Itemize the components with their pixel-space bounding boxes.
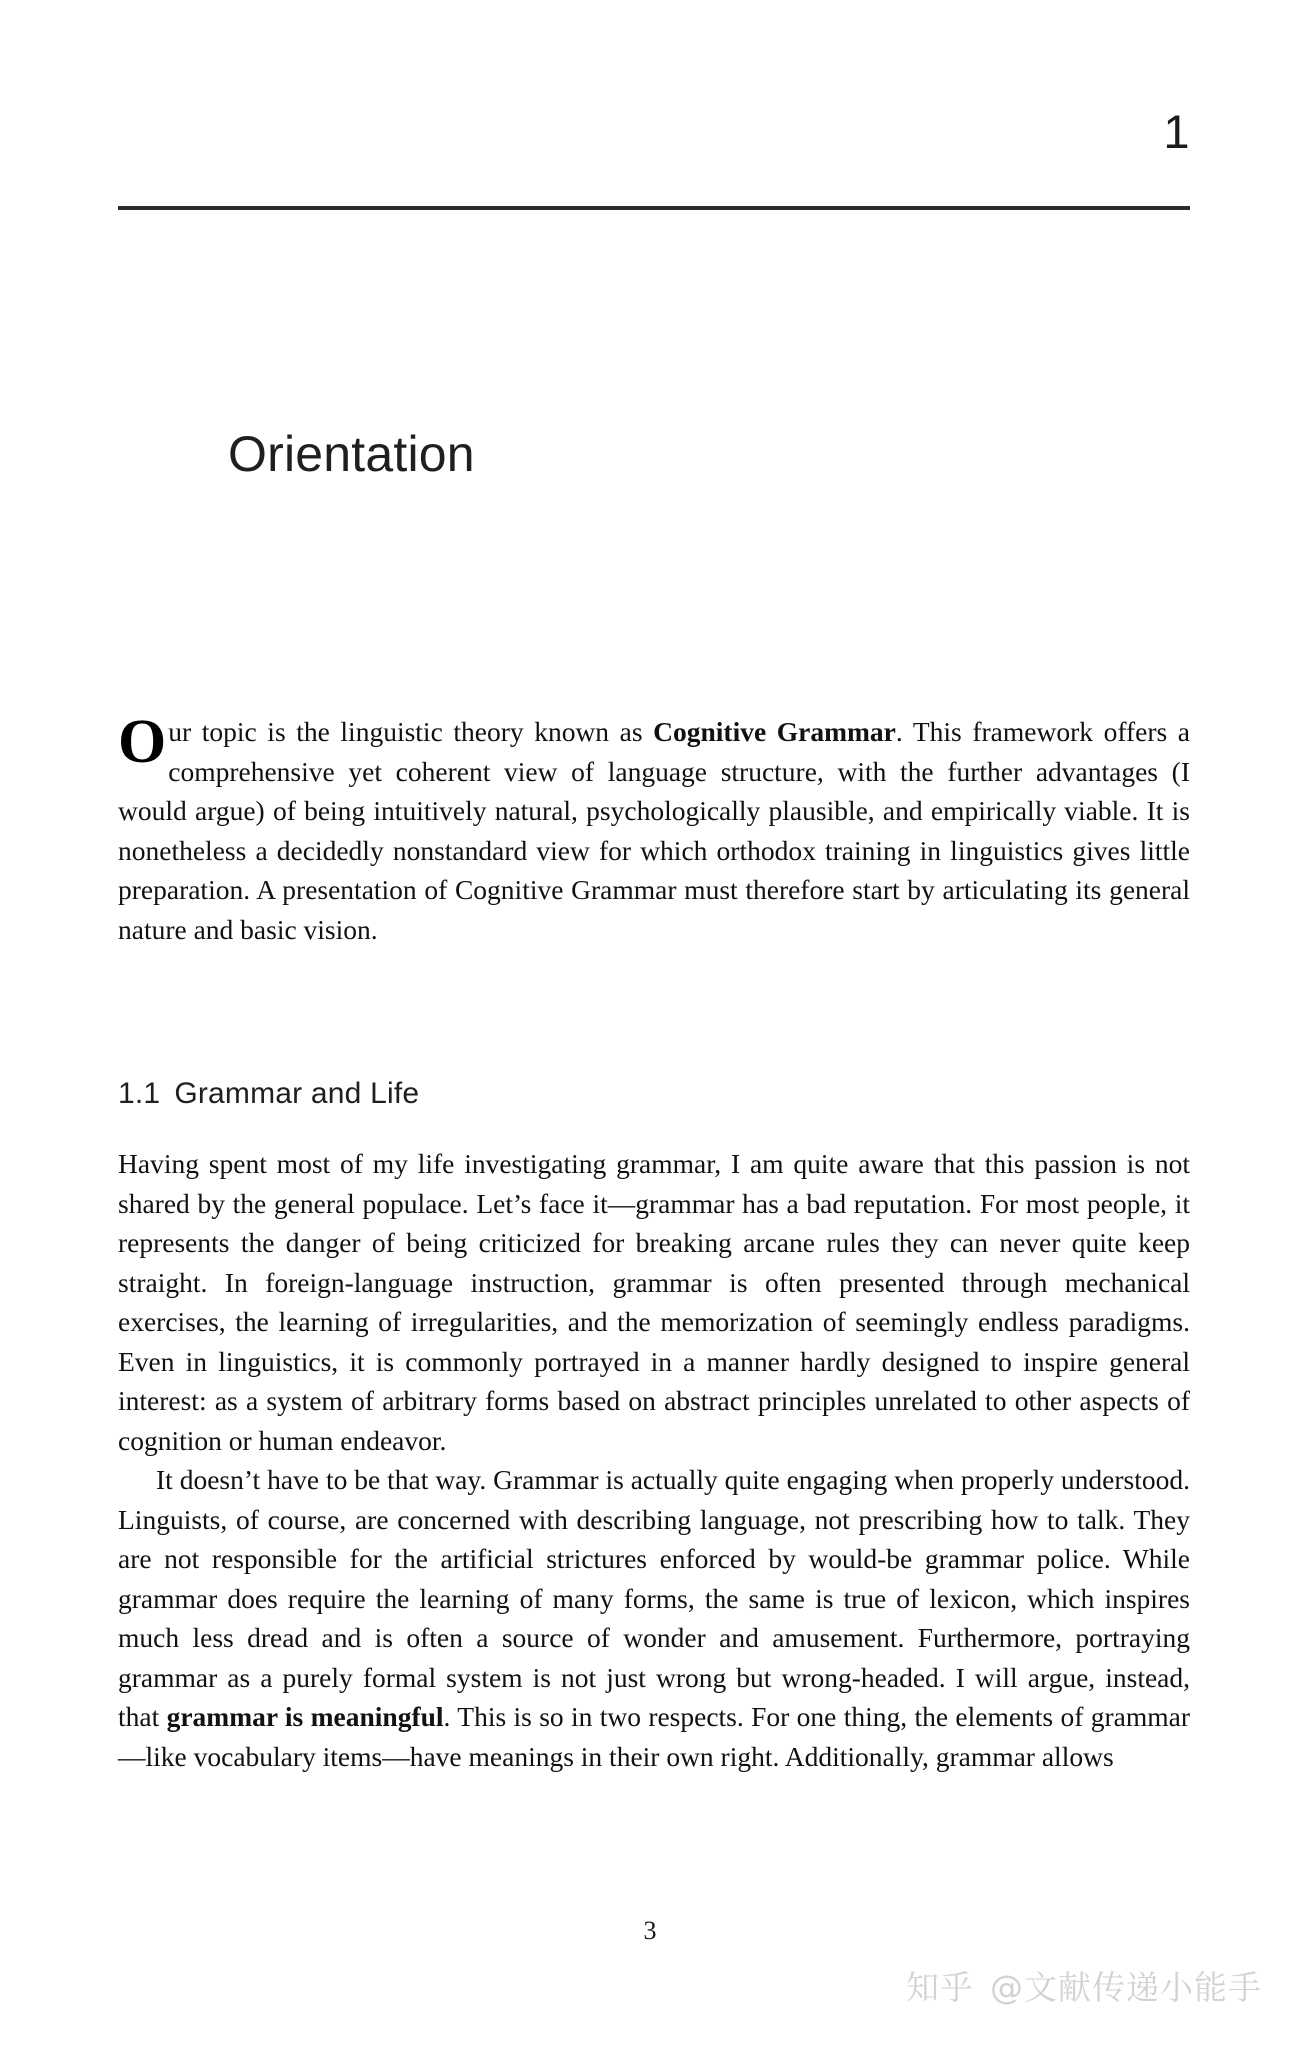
chapter-divider-rule: [118, 206, 1190, 210]
drop-cap-letter: O: [118, 708, 167, 776]
chapter-number: 1: [1163, 105, 1190, 158]
paragraph-2-rest: . This is so in two respects. For one thing, the elements of grammar—like vocabulary items—have meanings in their own right. Additionally, grammar allows: [118, 1701, 1190, 1772]
paragraph-1: Having spent most of my life investigating grammar, I am quite aware that this passion is not shared by the general populace. Let’s face it—grammar has a bad reputation. For most people, it represents the danger of being criticized for breaking arcane rules they can never quite keep straight. In foreign-language instruction, grammar is often presented through mechanical exercises, the learning of irregularities, and the memorization of seemingly endless paradigms. Even in linguistics, it is commonly portrayed in a manner hardly designed to inspire general interest: as a system of arbitrary forms based on abstract principles unrelated to other aspects of cognition or human endeavor.: [118, 1148, 1190, 1456]
watermark-handle: @文献传递小能手: [990, 1968, 1262, 2007]
opening-paragraph: [118, 708, 1190, 949]
watermark-logo: 知乎: [906, 1968, 974, 2007]
section-body: [118, 1144, 1190, 1776]
paragraph-2-bold-term: grammar is meaningful: [166, 1701, 444, 1732]
paragraph-2: [118, 1460, 1190, 1776]
opening-text-rest: . This framework offers a comprehensive yet coherent view of language structure, with the further advantages (I would argue) of being intuitively natural, psychologically plausible, and empirically viable. It is nonetheless a decidedly nonstandard view for which orthodox training in linguistics gives little preparation. A presentation of Cognitive Grammar must therefore start by articulating its general nature and basic vision.: [118, 716, 1190, 945]
watermark: [906, 1962, 1262, 2009]
section-title: Grammar and Life: [174, 1076, 420, 1110]
chapter-title: Orientation: [228, 425, 475, 482]
opening-bold-term: Cognitive Grammar: [653, 716, 896, 747]
section-number: 1.1: [118, 1076, 161, 1110]
section-heading: [118, 1077, 419, 1111]
page-number: 3: [643, 1916, 657, 1945]
opening-text-lead: ur topic is the linguistic theory known as: [168, 716, 654, 747]
paragraph-2-lead: It doesn’t have to be that way. Grammar is actually quite engaging when properly understood. Linguists, of course, are concerned with describing language, not prescribing how to talk. They are not responsible for the artificial strictures enforced by would-be grammar police. While grammar does require the learning of many forms, the same is true of lexicon, which inspires much less dread and is often a source of wonder and amusement. Furthermore, portraying grammar as a purely formal system is not just wrong but wrong-headed. I will argue, instead, that: [118, 1464, 1190, 1732]
